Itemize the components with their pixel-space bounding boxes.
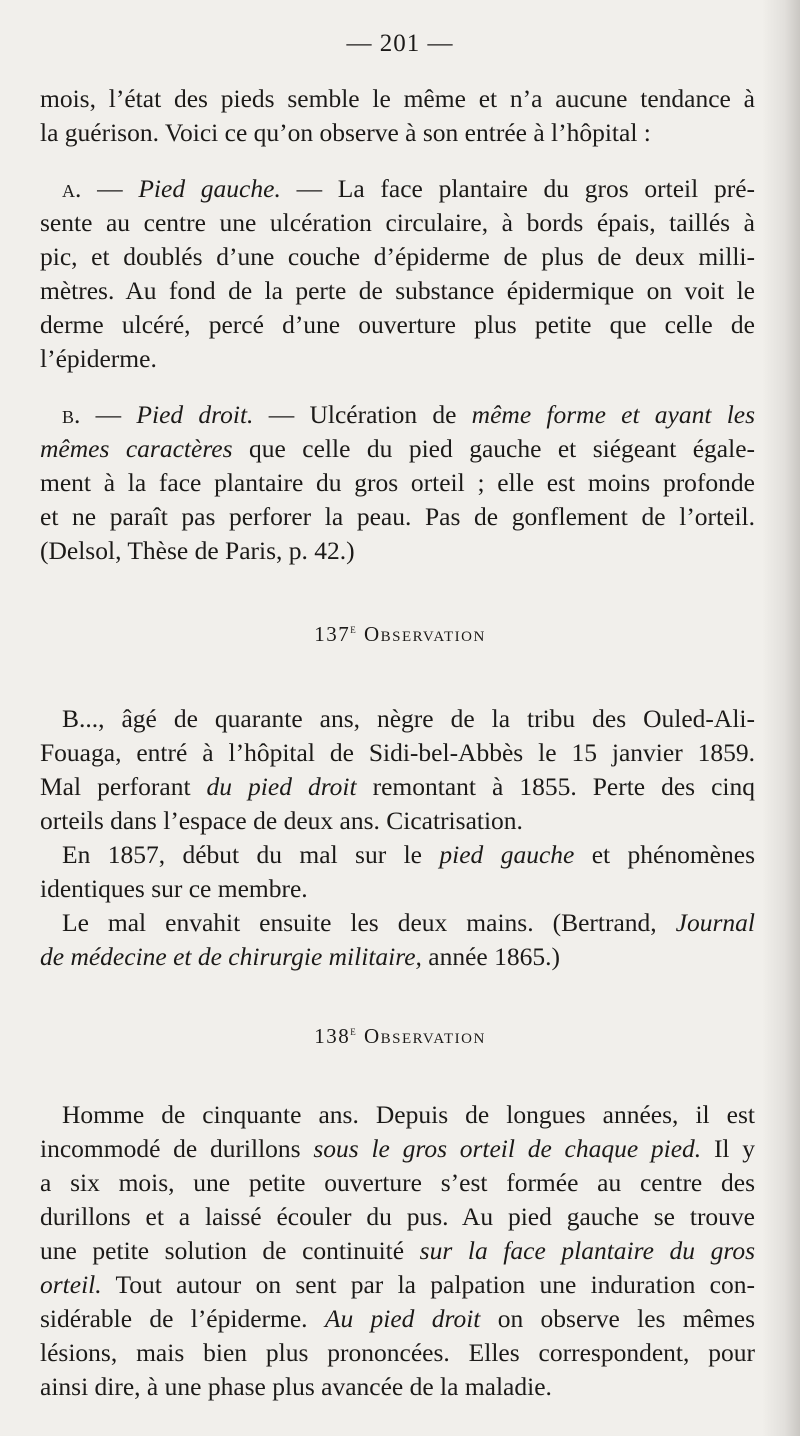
text-line: une petite solution de continuité sur la face plantaire du gros <box>40 1236 756 1265</box>
text-line: lésions, mais bien plus prononcées. Elles correspondent, pour <box>40 1338 755 1367</box>
page-number: — 201 — <box>346 30 454 57</box>
text-line: ment à la face plantaire du gros orteil ; elle est moins profonde <box>40 468 755 497</box>
text-line: sidérable de l’épiderme. Au pied droit on observe les mêmes <box>40 1304 755 1333</box>
text-line: identiques sur ce membre. <box>40 874 308 903</box>
text-line: mêmes caractères que celle du pied gauche et siégeant égale- <box>40 434 756 463</box>
text-line: Fouaga, entré à l’hôpital de Sidi-bel-Abbès le 15 janvier 1859. <box>40 738 755 767</box>
text-line: sente au centre une ulcération circulaire, à bords épais, taillés à <box>40 208 755 237</box>
text-line: mètres. Au fond de la perte de substance épidermique on voit le <box>40 276 755 305</box>
text-line: et ne paraît pas perforer la peau. Pas de gonflement de l’orteil. <box>40 502 755 531</box>
text-line: pic, et doublés d’une couche d’épiderme de plus de deux milli- <box>40 242 755 271</box>
text-line: Homme de cinquante ans. Depuis de longues années, il est <box>62 1100 755 1129</box>
text-line: durillons et a laissé écouler du pus. Au pied gauche se trouve <box>40 1202 755 1231</box>
text-line: la guérison. Voici ce qu’on observe à son entrée à l’hôpital : <box>40 118 651 147</box>
text-line: l’épiderme. <box>40 344 157 373</box>
text-line: ainsi dire, à une phase plus avancée de la maladie. <box>40 1372 552 1401</box>
text-line: Le mal envahit ensuite les deux mains. (Bertrand, Journal <box>62 908 755 937</box>
text-line: Mal perforant du pied droit remontant à 1855. Perte des cinq <box>40 772 756 801</box>
text-line: (Delsol, Thèse de Paris, p. 42.) <box>40 536 355 565</box>
text-line: B..., âgé de quarante ans, nègre de la tribu des Ouled-Ali- <box>62 704 755 733</box>
section-heading: 137e Observation <box>314 622 486 646</box>
text-line: orteil. Tout autour on sent par la palpation une induration con- <box>40 1270 755 1299</box>
text-line: a six mois, une petite ouverture s’est formée au centre des <box>40 1168 755 1197</box>
page-edge-shadow <box>762 0 800 1436</box>
text-line: En 1857, début du mal sur le pied gauche et phénomènes <box>62 840 755 869</box>
text-line: incommodé de durillons sous le gros orteil de chaque pied. Il y <box>40 1134 756 1163</box>
text-line: derme ulcéré, percé d’une ouverture plus petite que celle de <box>40 310 755 339</box>
text-line: orteils dans l’espace de deux ans. Cicatrisation. <box>40 806 523 835</box>
text-line: b. — Pied droit. — Ulcération de même forme et ayant les <box>62 400 756 429</box>
text-line: mois, l’état des pieds semble le même et n’a aucune tendance à <box>40 84 755 113</box>
text-line: a. — Pied gauche. — La face plantaire du gros orteil pré- <box>62 174 756 203</box>
text-line: de médecine et de chirurgie militaire, année 1865.) <box>40 942 560 971</box>
section-heading: 138e Observation <box>314 1024 486 1048</box>
